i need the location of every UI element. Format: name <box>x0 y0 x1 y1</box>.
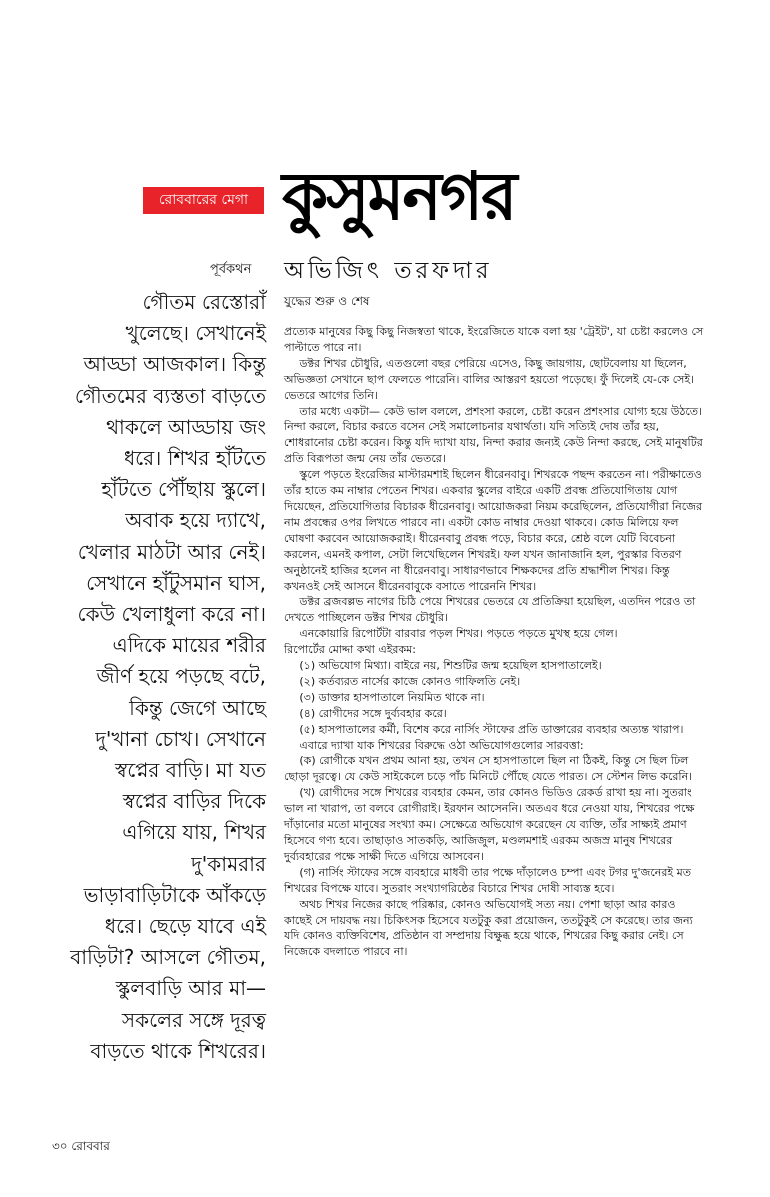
paragraph: ডক্টর শিখর চৌধুরি, এতগুলো বছর পেরিয়ে এসেও, কিছু জায়গায়, ছোটবেলায় যা ছিলেন, অভিজ্ঞতা সেখানে ছাপ ফেলতে পারেনি। বালির আস্তরণ হয়তো পড়েছে। ফুঁ দিলেই যে-কে সেই। ভেতরে আগের তিনি। <box>284 356 695 402</box>
report-item: (৫) হাসপাতালের কর্মী, বিশেষ করে নার্সিং স্টাফের প্রতি ডাক্তারের ব্যবহার অত্যন্ত খারাপ। <box>299 722 684 736</box>
pull-quote-line: স্বপ্নের বাড়ি। মা যত <box>115 758 266 783</box>
pull-quote-line: কেউ খেলাধুলা করে না। <box>77 602 266 627</box>
paragraph: অথচ শিখর নিজের কাছে পরিষ্কার, কোনও অভিযোগই সত্য নয়। পেশা ছাড়া আর কারও কাছেই সে দায়বদ্ধ নয়। চিকিৎসক হিসেবে যতটুকু করা প্রয়োজন, ততটুকুই সে করেছে। তার জন্য যদি কোনও ব্যক্তিবিশেষ, প্রতিষ্ঠান বা সম্প্রদায় বিক্ষুব্ধ হয়ে থাকে, শিখরের কিছু করার নেই। সে নিজেকে বদলাতে পারবে না। <box>284 897 693 959</box>
paragraph: প্রত্যেক মানুষের কিছু কিছু নিজস্বতা থাকে, ইংরেজিতে যাকে বলা হয় 'ট্রেইট', যা চেষ্টা করলেও সে পাল্টাতে পারে না। <box>284 325 704 354</box>
paragraph: (খ) রোগীদের সঙ্গে শিখরের ব্যবহার কেমন, তার কোনও ভিডিও রেকর্ড রাখা হয় না। সুতরাং ভাল না খারাপ, তা বলবে রোগীরাই। ইরফান আসেননি। অতএব ধরে নেওয়া যায়, শিখরের পক্ষে দাঁড়ানোর মতো মানুষের সংখ্যা কম। সেক্ষেত্রে অভিযোগ করেছেন যে ব্যক্তি, তাঁর সাক্ষ্যই প্রমাণ হিসেবে গণ্য হবে। তাছাড়াও সাতকড়ি, আজিজুল, মণ্ডলমশাই এরকম অজস্র মানুষ শিখরের দুর্ব্যবহারের পক্ষে সাক্ষী দিতে এগিয়ে আসবেন। <box>284 786 695 863</box>
report-item: (২) কর্তব্যরত নার্সের কাজে কোনও গাফিলতি নেই। <box>299 674 521 688</box>
report-item: (৪) রোগীদের সঙ্গে দুর্ব্যবহার করে। <box>299 706 447 720</box>
paragraph: এবারে দ্যাখা যাক শিখরের বিরুদ্ধে ওঠা অভিযোগগুলোর সারবত্তা: <box>299 738 584 752</box>
author-name: অভিজিৎ তরফদার <box>284 258 493 284</box>
pull-quote-line: থাকলে আড্ডায় জং <box>106 414 266 439</box>
pull-quote-line: গৌতম রেস্তোরাঁ <box>142 290 266 314</box>
paragraph: ডক্টর ব্রজবল্লভ নাগের চিঠি পেয়ে শিখরের ভেতরে যে প্রতিক্রিয়া হয়েছিল, এতদিন পরেও তা দেখতে পাচ্ছিলেন ডক্টর শিখর চৌধুরি। <box>284 595 696 625</box>
paragraph: এনকোয়ারি রিপোর্টটা বারবার পড়ল শিখর। পড়তে পড়তে মুখস্থ হয়ে গেল। <box>299 627 618 641</box>
report-intro: রিপোর্টের মোদ্দা কথা এইরকম: <box>284 643 416 657</box>
pull-quote-line: গৌতমের ব্যস্ততা বাড়তে <box>74 383 266 408</box>
pull-quote-line: হাঁটতে পৌঁছায় স্কুলে। <box>101 477 266 502</box>
pull-quote-line: আড্ডা আজকাল। কিন্তু <box>83 352 266 377</box>
pull-quote-line: দু'খানা চোখ। সেখানে <box>95 726 266 751</box>
paragraph: স্কুলে পড়তে ইংরেজির মাস্টারমশাই ছিলেন ধীরেনবাবু। শিখরকে পছন্দ করতেন না। পরীক্ষাতেও তাঁর হাতে কম নাম্বার পেতেন শিখর। একবার স্কুলের বাইরে একটি প্রবন্ধ প্রতিযোগিতায় যোগ দিয়েছেন, প্রতিযোগিতার বিচারক ধীরেনবাবু। আয়োজকরা নিয়ম করেছিলেন, প্রতিযোগীরা নিজের নাম প্রবন্ধের ওপর লিখতে পারবে না। একটা কোড নাম্বার দেওয়া থাকবে। কোড মিলিয়ে ফল ঘোষণা করবেন আয়োজকরাই। ধীরেনবাবু প্রবন্ধ পড়ে, বিচার করে, শ্রেষ্ঠ বলে যেটি বিবেচনা করলেন, এমনই কপাল, সেটা লিখেছিলেন শিখরই। ফল যখন জানাজানি হল, পুরস্কার বিতরণ অনুষ্ঠানেই হাজির হলেন না ধীরেনবাবু। সাধারণভাবে শিক্ষকদের প্রতি শ্রদ্ধাশীল শিখর। কিন্তু কখনওই সেই আসনে ধীরেনবাবুকে বসাতে পারেননি শিখর। <box>284 468 703 593</box>
page-folio: ৩০ রোববার <box>52 1139 110 1153</box>
pull-quote-line: স্বপ্নের বাড়ির দিকে <box>122 789 266 814</box>
pull-quote-line: খেলার মাঠটা আর নেই। <box>77 539 266 564</box>
pull-quote-line: জীর্ণ হয়ে পড়ছে বটে, <box>96 664 266 689</box>
article-body <box>284 324 704 960</box>
paragraph: (গ) নার্সিং স্টাফের সঙ্গে ব্যবহারে মাধবী তার পক্ষে দাঁড়ালেও চম্পা এবং টগর দু'জনেরই মত শিখরের বিপক্ষে যাবে। সুতরাং সংখ্যাগরিষ্ঠের বিচারে শিখর দোষী সাব্যস্ত হবে। <box>284 865 691 895</box>
paragraph: (ক) রোগীকে যখন প্রথম আনা হয়, তখন সে হাসপাতালে ছিল না ঠিকই, কিন্তু সে ছিল ঢিল ছোড়া দূরত্বে। যে কেউ সাইকেলে চড়ে পাঁচ মিনিটে পৌঁছে যেতে পারত। সে স্টেশন লিভ করেনি। <box>284 754 693 784</box>
pull-quote-line: কিন্তু জেগে আছে <box>129 695 266 720</box>
report-item: (৩) ডাক্তার হাসপাতালে নিয়মিত থাকে না। <box>299 690 485 704</box>
pull-quote-line: এগিয়ে যায়, শিখর <box>122 820 266 845</box>
pull-quote-line: খুলেছে। সেখানেই <box>125 321 266 346</box>
pull-quote-line: স্কুলবাড়ি আর মা— <box>115 976 266 1001</box>
page-title: কুসুমনগর <box>282 158 516 235</box>
pull-quote-line: অবাক হয়ে দ্যাখে, <box>125 508 266 533</box>
section-tag: রোববারের মেগা <box>143 187 264 214</box>
report-item: (১) অভিযোগ মিথ্যা। বাইরে নয়, শিশুটির জন্ম হয়েছিল হাসপাতালেই। <box>299 659 602 673</box>
pull-quote-line: ধরে। শিখর হাঁটতে <box>123 446 266 471</box>
pull-quote-line: দু'কামরার <box>191 851 266 876</box>
pull-quote-line: সকলের সঙ্গে দূরত্ব <box>121 1007 266 1032</box>
pull-quote-line: বাড়তে থাকে শিখরের। <box>90 1038 266 1063</box>
pull-quote-line: ভাড়াবাড়িটাকে আঁকড়ে <box>83 882 266 907</box>
pull-quote-line: সেখানে হাঁটুসমান ঘাস, <box>86 570 266 595</box>
section-title: যুদ্ধের শুরু ও শেষ <box>284 294 370 308</box>
pull-quote <box>60 287 266 1067</box>
prelude-label: পূর্বকথন <box>210 262 252 277</box>
pull-quote-line: ধরে। ছেড়ে যাবে এই <box>104 914 266 939</box>
pull-quote-line: বাড়িটা? আসলে গৌতম, <box>70 945 266 970</box>
paragraph: তার মধ্যে একটা— কেউ ভাল বললে, প্রশংসা করলে, চেষ্টা করেন প্রশংসার যোগ্য হয়ে উঠতে। নিন্দা করলে, বিচার করতে বসেন সেই সমালোচনার যথার্থতা। যদি সত্যিই দোষ তাঁর হয়, শোধরানোর চেষ্টা করেন। কিন্তু যদি দ্যাখা যায়, নিন্দা করার জন্যই কেউ নিন্দা করছে, সেই মানুষটির প্রতি বিরূপতা জন্ম নেয় তাঁর ভেতরে। <box>284 404 703 466</box>
pull-quote-line: এদিকে মায়ের শরীর <box>112 633 266 658</box>
